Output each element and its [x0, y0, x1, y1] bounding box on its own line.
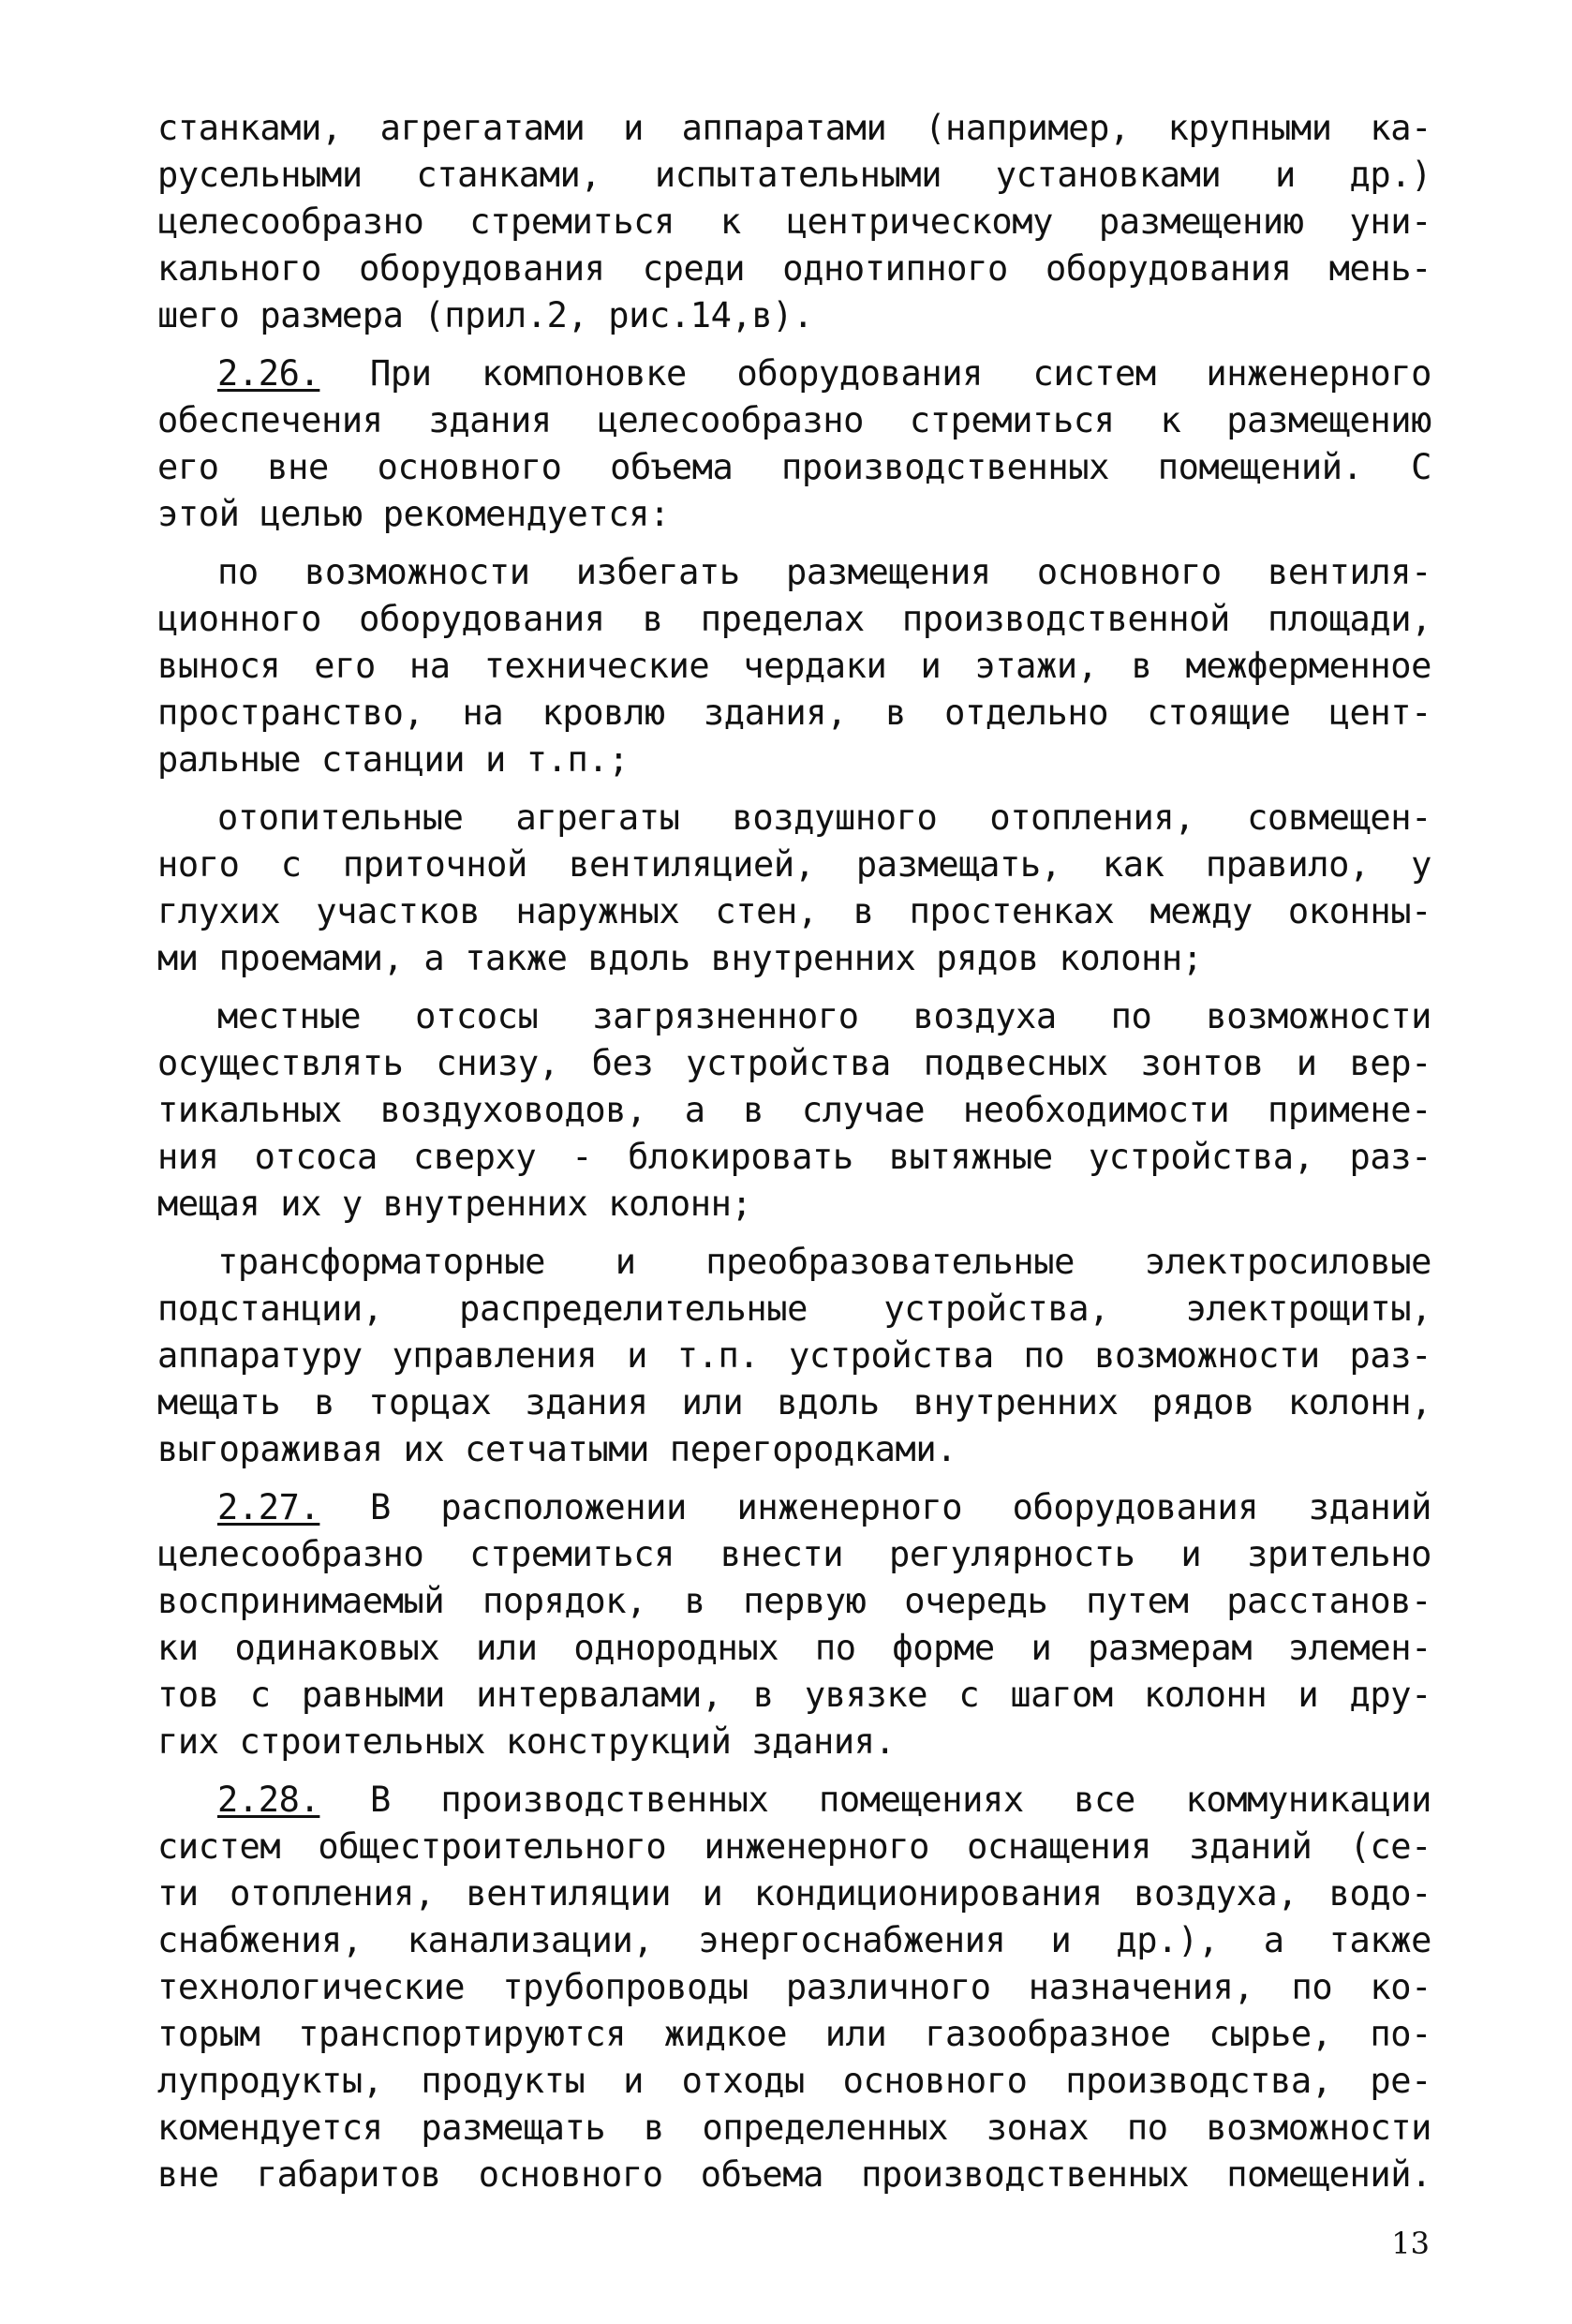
- text-line: мещая их у внутренних колонн;: [157, 1184, 752, 1224]
- document-page: [157, 105, 1431, 2198]
- text-line: лупродукты, продукты и отходы основного производства, ре-: [157, 2061, 1431, 2101]
- section-number: 2.26.: [217, 353, 320, 394]
- text-line: торым транспортируются жидкое или газообразное сырье, по-: [157, 2014, 1431, 2054]
- text-line: ционного оборудования в пределах производственной площади,: [157, 599, 1431, 639]
- text-line: целесообразно стремиться внести регулярность и зрительно: [157, 1534, 1431, 1574]
- text-line: ральные станции и т.п.;: [157, 739, 630, 780]
- text-line: тикальных воздуховодов, а в случае необходимости примене-: [157, 1090, 1431, 1130]
- text-fragment: трансформаторные и преобразовательные электросиловые: [217, 1242, 1431, 1282]
- text-line: его вне основного объема производственных помещений. С: [157, 447, 1431, 487]
- paragraph-2-28: [157, 1777, 1431, 2198]
- text-line: подстанции, распределительные устройства, электрощиты,: [157, 1289, 1431, 1329]
- list-item: [157, 795, 1431, 982]
- text-line: воспринимаемый порядок, в первую очередь путем расстанов-: [157, 1581, 1431, 1621]
- text-line: [157, 350, 1431, 397]
- text-fragment: отопительные агрегаты воздушного отопления, совмещен-: [217, 797, 1431, 838]
- list-item: [157, 993, 1431, 1228]
- section-number: 2.28.: [217, 1780, 320, 1820]
- text-line: комендуется размещать в определенных зонах по возможности: [157, 2108, 1431, 2148]
- text-line: аппаратуру управления и т.п. устройства по возможности раз-: [157, 1335, 1431, 1376]
- text-line: кального оборудования среди однотипного оборудования мень-: [157, 248, 1431, 289]
- text-line: снабжения, канализации, энергоснабжения и др.), а также: [157, 1920, 1431, 1960]
- list-item: [157, 1239, 1431, 1473]
- text-line: шего размера (прил.2, рис.14,в).: [157, 295, 814, 335]
- text-fragment: В расположении инженерного оборудования зданий: [319, 1487, 1431, 1527]
- text-line: [157, 549, 1431, 596]
- text-line: технологические трубопроводы различного назначения, по ко-: [157, 1967, 1431, 2007]
- text-line: мещать в торцах здания или вдоль внутренних рядов колонн,: [157, 1382, 1431, 1423]
- text-line: ти отопления, вентиляции и кондиционирования воздуха, водо-: [157, 1873, 1431, 1914]
- text-line: ми проемами, а также вдоль внутренних рядов колонн;: [157, 938, 1203, 978]
- text-line: [157, 1239, 1431, 1286]
- text-line: пространство, на кровлю здания, в отдельно стоящие цент-: [157, 693, 1431, 733]
- paragraph-continuation: [157, 105, 1431, 339]
- text-line: [157, 1484, 1431, 1531]
- text-line: систем общестроительного инженерного оснащения зданий (се-: [157, 1826, 1431, 1867]
- text-line: целесообразно стремиться к центрическому размещению уни-: [157, 201, 1431, 242]
- text-line: осуществлять снизу, без устройства подвесных зонтов и вер-: [157, 1043, 1431, 1083]
- section-number: 2.27.: [217, 1487, 320, 1527]
- paragraph-2-27: [157, 1484, 1431, 1765]
- text-line: русельными станками, испытательными установками и др.): [157, 155, 1431, 195]
- text-line: этой целью рекомендуется:: [157, 494, 670, 534]
- text-line: вынося его на технические чердаки и этажи, в межферменное: [157, 646, 1431, 686]
- text-line: вне габаритов основного объема производственных помещений.: [157, 2154, 1431, 2195]
- page-number: 13: [1391, 2226, 1430, 2261]
- text-line: ного с приточной вентиляцией, размещать, как правило, у: [157, 844, 1431, 885]
- text-fragment: В производственных помещениях все коммуникации: [319, 1780, 1431, 1820]
- text-line: обеспечения здания целесообразно стремиться к размещению: [157, 400, 1431, 440]
- text-line: ния отсоса сверху - блокировать вытяжные устройства, раз-: [157, 1137, 1431, 1177]
- text-fragment: по возможности избегать размещения основного вентиля-: [217, 552, 1431, 592]
- text-line: гих строительных конструкций здания.: [157, 1721, 896, 1762]
- text-line: станками, агрегатами и аппаратами (например, крупными ка-: [157, 108, 1431, 148]
- paragraph-2-26: [157, 350, 1431, 538]
- list-item: [157, 549, 1431, 783]
- text-line: глухих участков наружных стен, в простенках между оконны-: [157, 891, 1431, 931]
- text-line: [157, 993, 1431, 1040]
- text-line: тов с равными интервалами, в увязке с шагом колонн и дру-: [157, 1675, 1431, 1715]
- text-line: ки одинаковых или однородных по форме и размерам элемен-: [157, 1628, 1431, 1668]
- text-line: выгораживая их сетчатыми перегородками.: [157, 1429, 957, 1469]
- text-fragment: При компоновке оборудования систем инженерного: [319, 353, 1431, 394]
- text-line: [157, 795, 1431, 842]
- text-line: [157, 1777, 1431, 1824]
- text-fragment: местные отсосы загрязненного воздуха по возможности: [217, 996, 1431, 1036]
